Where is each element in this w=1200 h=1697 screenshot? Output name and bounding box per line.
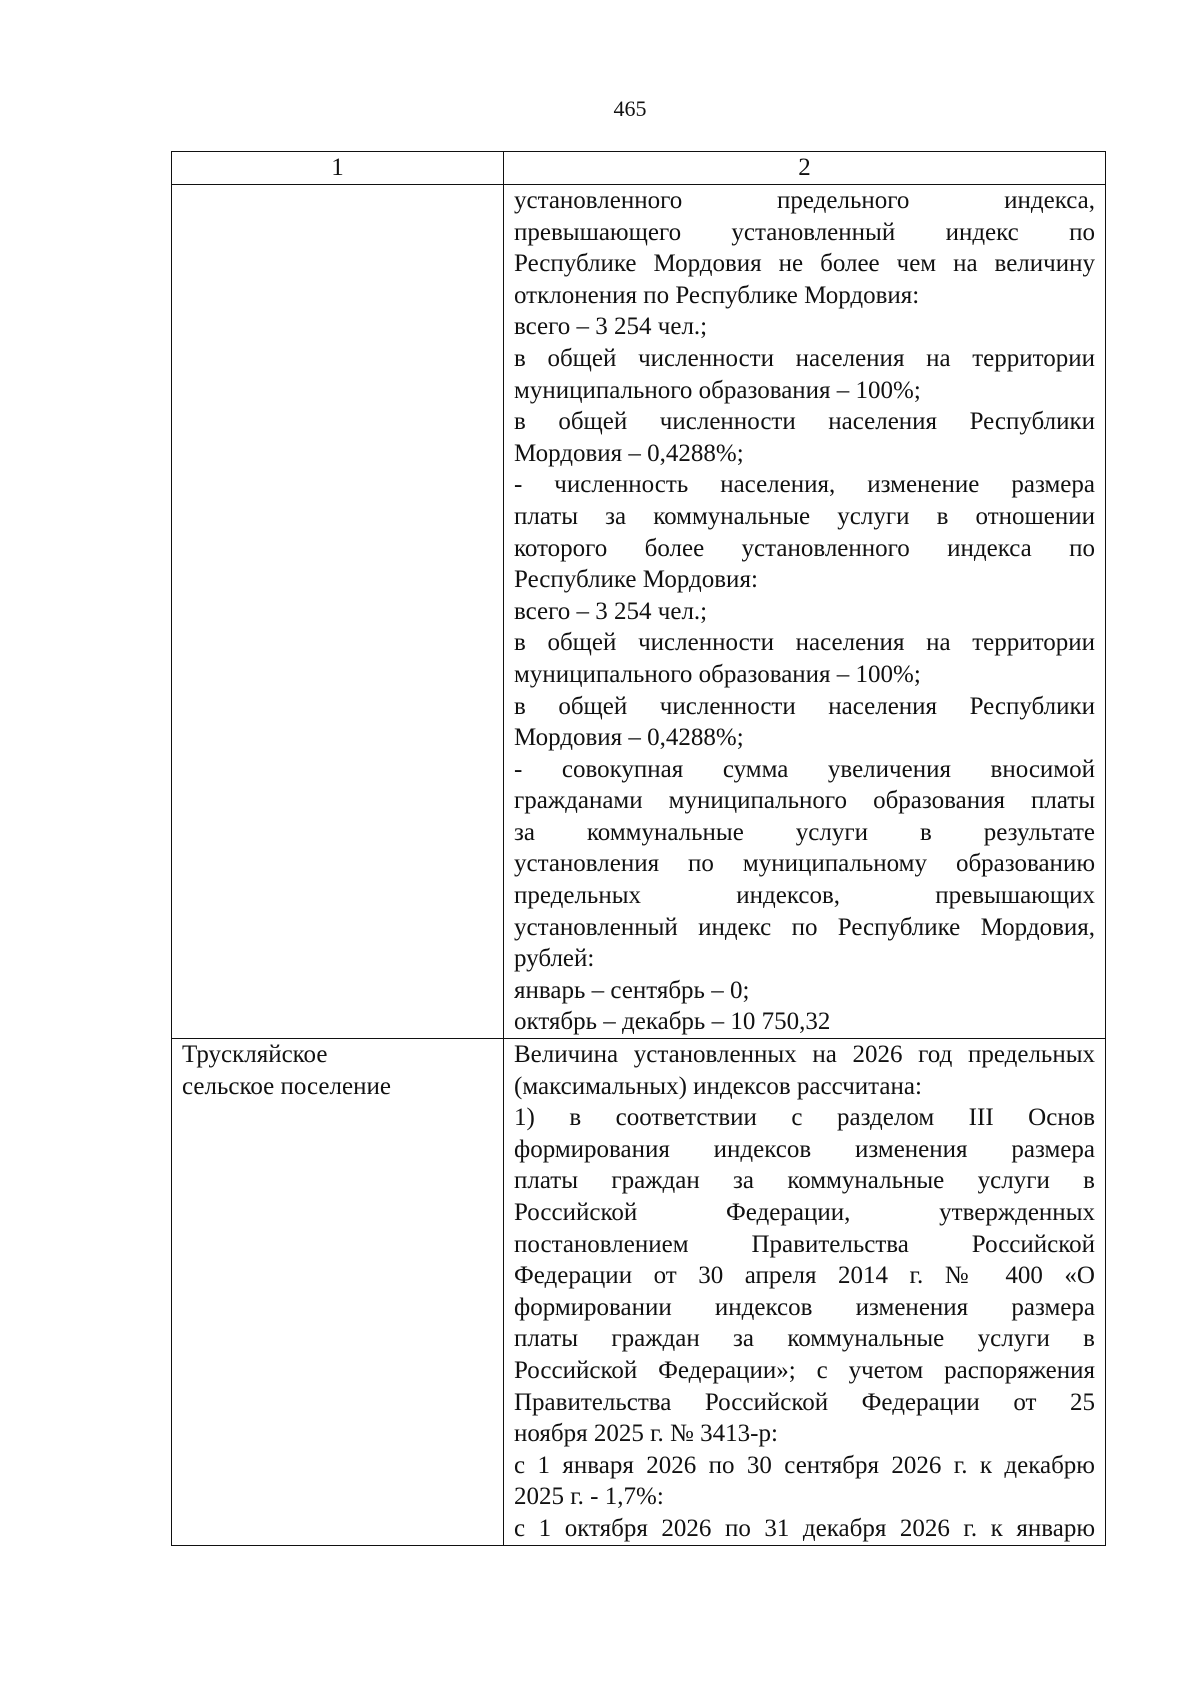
page-number: 465 — [613, 96, 647, 121]
table-row — [172, 1039, 1106, 1546]
text-line: установленный индекс по Республике Мордовия, — [514, 913, 1095, 941]
table-row — [172, 185, 1106, 1039]
text-line: которого более установленного индекса по — [514, 534, 1095, 562]
text-line: в общей численности населения Республики — [514, 692, 1095, 720]
text-line: превышающего установленный индекс по — [514, 218, 1095, 246]
text-line: всего – 3 254 чел.; — [514, 313, 708, 341]
text-line: в общей численности населения Республики — [514, 408, 1095, 436]
text-line: платы граждан за коммунальные услуги в — [514, 1325, 1095, 1353]
text-line: - численность населения, изменение размера — [514, 471, 1095, 499]
text-line: Мордовия – 0,4288%; — [514, 724, 744, 752]
text-line: Российской Федерации, утвержденных — [514, 1199, 1095, 1226]
column-header-2: 2 — [504, 152, 1106, 185]
text-line: платы граждан за коммунальные услуги в — [514, 1167, 1095, 1195]
text-line: рублей: — [514, 945, 595, 973]
text-line: Республике Мордовия: — [514, 566, 758, 594]
text-line: всего – 3 254 чел.; — [514, 597, 708, 625]
text-line: октябрь – декабрь – 10 750,32 — [514, 1008, 831, 1036]
text-line: формировании индексов изменения размера — [514, 1293, 1095, 1321]
text-line: Мордовия – 0,4288%; — [514, 439, 744, 467]
text-line: формирования индексов изменения размера — [514, 1135, 1095, 1163]
text-line: гражданами муниципального образования платы — [514, 787, 1095, 815]
table-header-row — [172, 152, 1106, 185]
text-line: 2025 г. - 1,7%: — [514, 1483, 664, 1511]
text-line: платы за коммунальные услуги в отношении — [514, 502, 1095, 530]
text-line: Федерации от 30 апреля 2014 г. № 400 «О — [514, 1262, 1095, 1290]
description-cell — [504, 185, 1106, 1039]
text-line: отклонения по Республике Мордовия: — [514, 281, 920, 309]
description-cell — [504, 1039, 1106, 1546]
text-line: с 1 января 2026 по 30 сентября 2026 г. к декабрю — [514, 1451, 1095, 1479]
text-line: ноября 2025 г. № 3413-р: — [514, 1420, 778, 1448]
text-line: - совокупная сумма увеличения вносимой — [514, 755, 1095, 783]
text-line: постановлением Правительства Российской — [514, 1230, 1095, 1258]
text-line: установления по муниципальному образованию — [514, 850, 1095, 878]
document-table — [171, 151, 1106, 1546]
text-line: Республике Мордовия не более чем на величину — [514, 250, 1095, 278]
municipality-cell: Трускляйское сельское поселение — [172, 1039, 504, 1546]
text-line: муниципального образования – 100%; — [514, 660, 921, 688]
text-line: с 1 октября 2026 по 31 декабря 2026 г. к январю — [514, 1514, 1095, 1542]
text-line: (максимальных) индексов рассчитана: — [514, 1072, 922, 1100]
text-line: Величина установленных на 2026 год предельных — [514, 1041, 1095, 1069]
text-line: муниципального образования – 100%; — [514, 376, 921, 404]
text-line: в общей численности населения на территории — [514, 344, 1095, 372]
text-line: в общей численности населения на территории — [514, 629, 1095, 657]
text-line: за коммунальные услуги в результате — [514, 818, 1095, 846]
municipality-cell — [172, 185, 504, 1039]
text-line: 1) в соответствии с разделом III Основ — [514, 1104, 1095, 1132]
text-line: Российской Федерации»; с учетом распоряжения — [514, 1356, 1095, 1384]
column-header-1: 1 — [172, 152, 504, 185]
text-line: Правительства Российской Федерации от 25 — [514, 1388, 1095, 1416]
text-line: предельных индексов, превышающих — [514, 882, 1095, 910]
text-line: январь – сентябрь – 0; — [514, 976, 750, 1004]
text-line: установленного предельного индекса, — [514, 187, 1095, 214]
